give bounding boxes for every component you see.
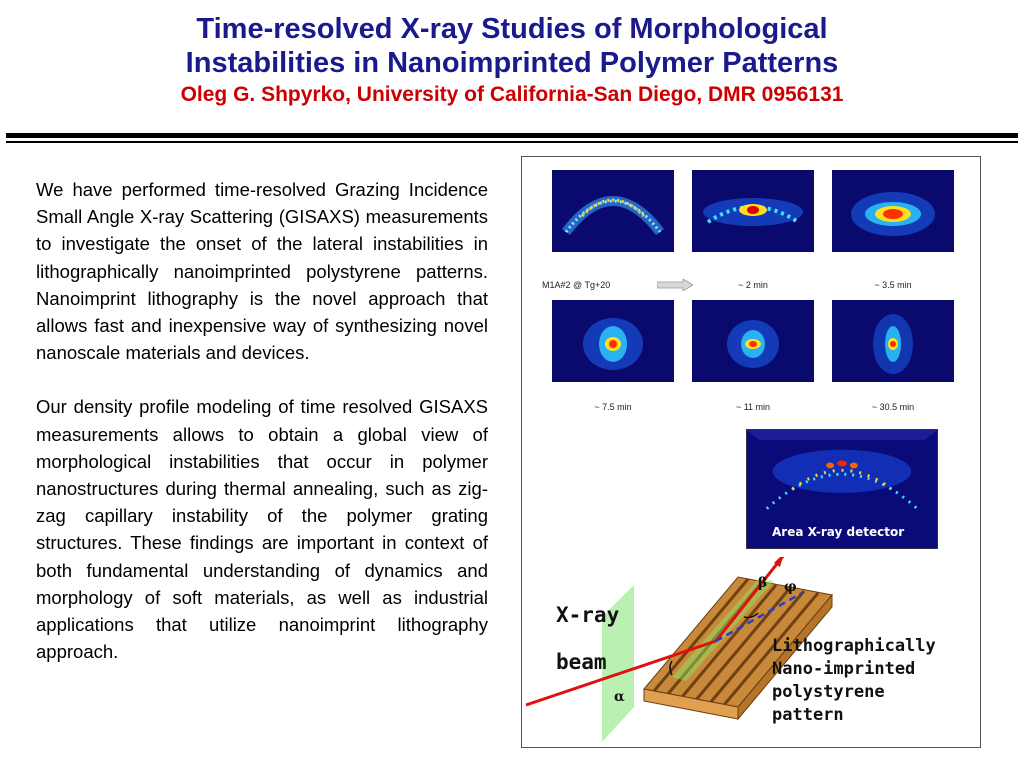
- title-block: [0, 12, 1024, 109]
- author-line: Oleg G. Shpyrko, University of California-San Diego, DMR 0956131: [180, 83, 844, 106]
- header-divider-thick: [6, 133, 1018, 138]
- header-divider-thin: [6, 141, 1018, 143]
- sample-label-line-3: polystyrene: [772, 682, 885, 702]
- sample-label-line-2: Nano-imprinted: [772, 659, 916, 679]
- scattering-image-6: [832, 300, 954, 382]
- panel-label-2: ~ 2 min: [738, 280, 768, 290]
- scattering-image-4: [552, 300, 674, 382]
- panel-label-1: M1A#2 @ Tg+20: [542, 280, 611, 290]
- paragraph-2: Our density profile modeling of time resolved GISAXS measurements allows to obtain a global view of morphological instabilities that occur in polymer nanostructures during thermal annealing, such as zig-zag capillary instability of the polymer grating structures. These findings are important in context of both fundamental understanding of dynamics and morphology of soft materials, as well as industrial applications that utilize nanoimprint lithography approach.: [36, 396, 488, 663]
- panel-label-5: ~ 11 min: [735, 402, 771, 412]
- panel-label-3: ~ 3.5 min: [874, 280, 912, 290]
- page-title-line-1: Time-resolved X-ray Studies of Morphological: [196, 13, 828, 45]
- xray-label: X-ray: [556, 603, 620, 627]
- alpha-symbol: α: [614, 689, 625, 705]
- sample-label: [772, 635, 982, 727]
- beam-label: beam: [556, 650, 607, 674]
- page-title-line-2: Instabilities in Nanoimprinted Polymer Patterns: [185, 47, 839, 79]
- sample-label-line-1: Lithographically: [772, 636, 936, 656]
- scattering-image-5: [692, 300, 814, 382]
- body-text-column: [36, 176, 488, 692]
- panel-label-4: ~ 7.5 min: [594, 402, 632, 412]
- phi-symbol: φ: [784, 579, 797, 595]
- paragraph-1: We have performed time-resolved Grazing Incidence Small Angle X-ray Scattering (GISAXS) measurements to investigate the onset of the lateral instabilities in lithographically nanoimprinted polystyrene patterns. Nanoimprint lithography is the novel approach that allows fast and inexpensive way of synthesizing novel nanoscale materials and devices.: [36, 179, 488, 364]
- figure-panel: [521, 156, 981, 748]
- beta-symbol: β: [758, 575, 768, 591]
- scattering-image-1: [552, 170, 674, 252]
- detector-label: Area X-ray detector: [772, 525, 905, 539]
- panel-label-6: ~ 30.5 min: [871, 402, 915, 412]
- scattering-image-3: [832, 170, 954, 252]
- sample-label-line-4: pattern: [772, 705, 844, 725]
- scattering-image-2: [692, 170, 814, 252]
